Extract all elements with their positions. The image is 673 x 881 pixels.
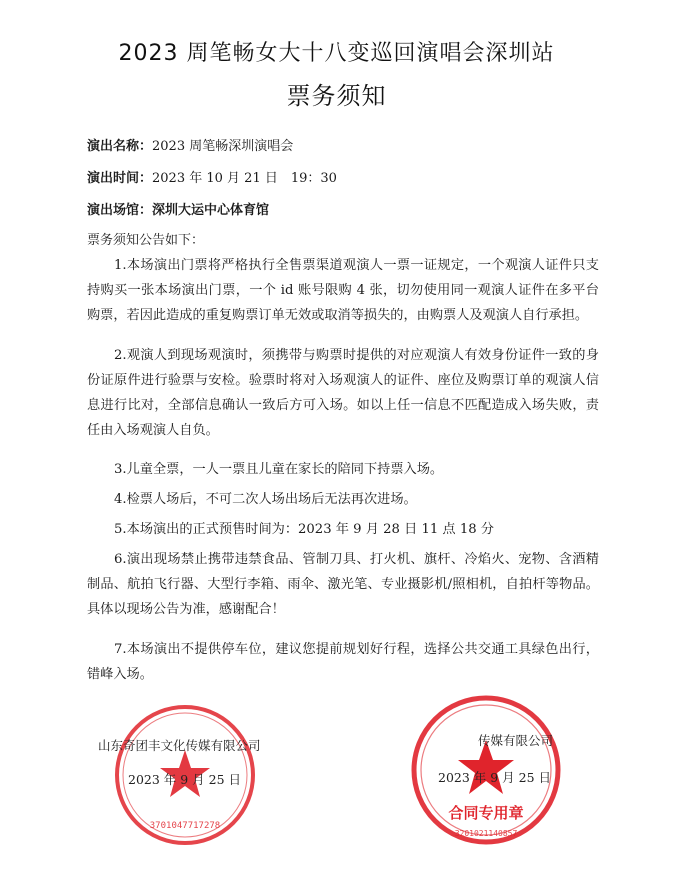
- event-venue-label: 演出场馆：: [87, 203, 153, 218]
- event-venue-line: [87, 199, 269, 218]
- document-subtitle: 票务须知: [286, 82, 387, 110]
- event-venue-value: 深圳大运中心体育馆: [152, 203, 270, 218]
- right-seal-number: 3201021140857: [454, 829, 518, 838]
- left-seal-number: 3701047717278: [149, 821, 221, 831]
- right-company-name: 传媒有限公司: [478, 733, 554, 748]
- notice-item-7: 7.本场演出不提供停车位，建议您提前规划好行程，选择公共交通工具绿色出行，错峰入场。: [87, 642, 599, 682]
- event-time-line: [87, 167, 337, 186]
- event-name-line: [87, 135, 293, 154]
- notice-item-2: 2.观演人到现场观演时，须携带与购票时提供的对应观演人有效身份证件一致的身份证原件进行验票与安检。验票时将对入场观演人的证件、座位及购票订单的观演人信息进行比对，全部信息确认一致后方可入场。如以上任一信息不匹配造成入场失败，责任由入场观演人自负。: [87, 348, 599, 438]
- notice-item-3: 3.儿童全票，一人一票且儿童在家长的陪同下持票入场。: [114, 462, 444, 477]
- document-title: 2023 周笔畅女大十八变巡回演唱会深圳站: [118, 41, 555, 66]
- event-time-value: 2023 年 10 月 21 日 19：30: [152, 171, 337, 186]
- right-seal-label: 合同专用章: [448, 804, 524, 822]
- event-time-label: 演出时间：: [87, 171, 153, 186]
- left-company-name: 山东奇团丰文化传媒有限公司: [98, 738, 261, 753]
- notice-item-6: 6.演出现场禁止携带违禁食品、管制刀具、打火机、旗杆、冷焰火、宠物、含酒精制品、航拍飞行器、大型行李箱、雨伞、激光笔、专业摄影机/照相机，自拍杆等物品。 具体以现场公告为准，感谢配合！: [87, 552, 599, 617]
- notice-item-4: 4.检票人场后，不可二次人场出场后无法再次进场。: [114, 492, 417, 507]
- left-signature-date: 2023 年 9 月 25 日: [128, 772, 242, 787]
- notice-item-1: 1.本场演出门票将严格执行全售票渠道观演人一票一证规定，一个观演人证件只支持购买一张本场演出门票，一个 id 账号限购 4 张，切勿使用同一观演人证件在多平台购票，若因此造成的重复购票订单无效或取消等损失的，由购票人及观演人自行承担。: [87, 258, 599, 323]
- event-name-label: 演出名称：: [87, 139, 153, 154]
- right-signature-date: 2023 年 9 月 25 日: [438, 770, 552, 785]
- event-name-value: 2023 周笔畅深圳演唱会: [152, 139, 294, 154]
- notice-heading: 票务须知公告如下：: [87, 233, 205, 248]
- notice-item-5: 5.本场演出的正式预售时间为：2023 年 9 月 28 日 11 点 18 分: [114, 522, 494, 537]
